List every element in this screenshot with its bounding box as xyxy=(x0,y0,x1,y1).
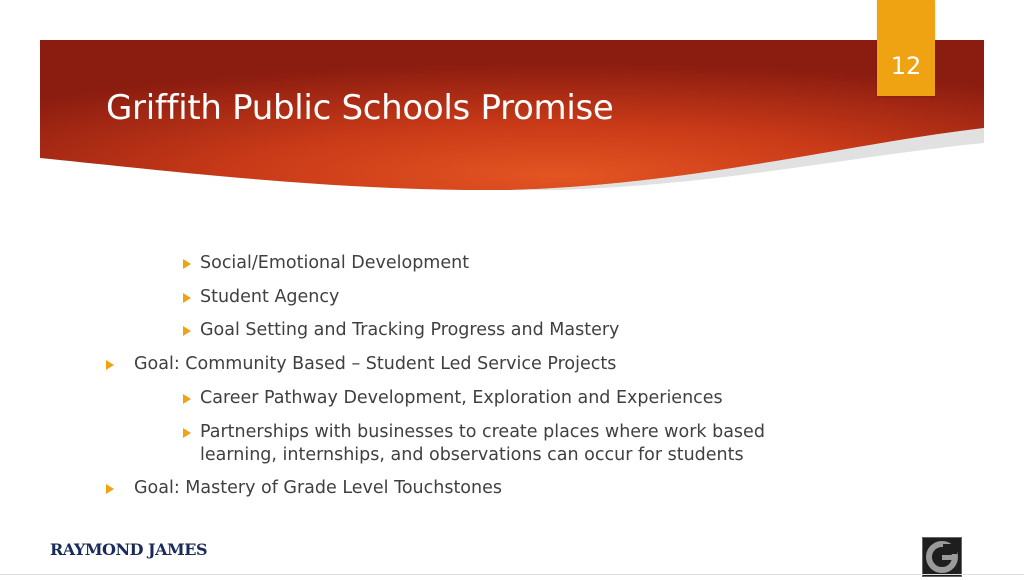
bullet-item xyxy=(106,477,502,500)
bullet-item xyxy=(183,319,619,342)
arrow-bullet-icon xyxy=(183,394,191,404)
footer-divider xyxy=(0,574,1024,575)
bullet-item xyxy=(106,353,616,376)
arrow-bullet-icon xyxy=(183,293,191,303)
griffith-g-logo-icon xyxy=(922,537,962,577)
bullet-text: Career Pathway Development, Exploration and Experiences xyxy=(200,388,723,408)
bullet-text: Goal: Community Based – Student Led Service Projects xyxy=(134,354,617,374)
arrow-bullet-icon xyxy=(183,326,191,336)
bullet-item xyxy=(183,387,723,410)
bullet-text: Social/Emotional Development xyxy=(200,253,470,273)
bullet-text: Student Agency xyxy=(200,287,340,307)
g-logo-shape xyxy=(923,538,961,576)
bullet-item xyxy=(183,421,765,467)
arrow-bullet-icon xyxy=(183,428,191,438)
bullet-text: Goal Setting and Tracking Progress and Mastery xyxy=(200,320,620,340)
slide-title: Griffith Public Schools Promise xyxy=(106,88,614,128)
bullet-text: Goal: Mastery of Grade Level Touchstones xyxy=(134,478,502,498)
bullet-item xyxy=(183,286,339,309)
arrow-bullet-icon xyxy=(183,259,191,269)
bullet-text xyxy=(200,421,765,467)
bullet-text-line: Partnerships with businesses to create places where work based xyxy=(200,422,765,442)
arrow-bullet-icon xyxy=(106,360,114,370)
bullet-item xyxy=(183,252,469,275)
slide-number: 12 xyxy=(890,52,922,80)
bullet-text-line: learning, internships, and observations can occur for students xyxy=(200,445,744,465)
arrow-bullet-icon xyxy=(106,484,114,494)
raymond-james-logo: RAYMOND JAMES xyxy=(50,540,207,559)
